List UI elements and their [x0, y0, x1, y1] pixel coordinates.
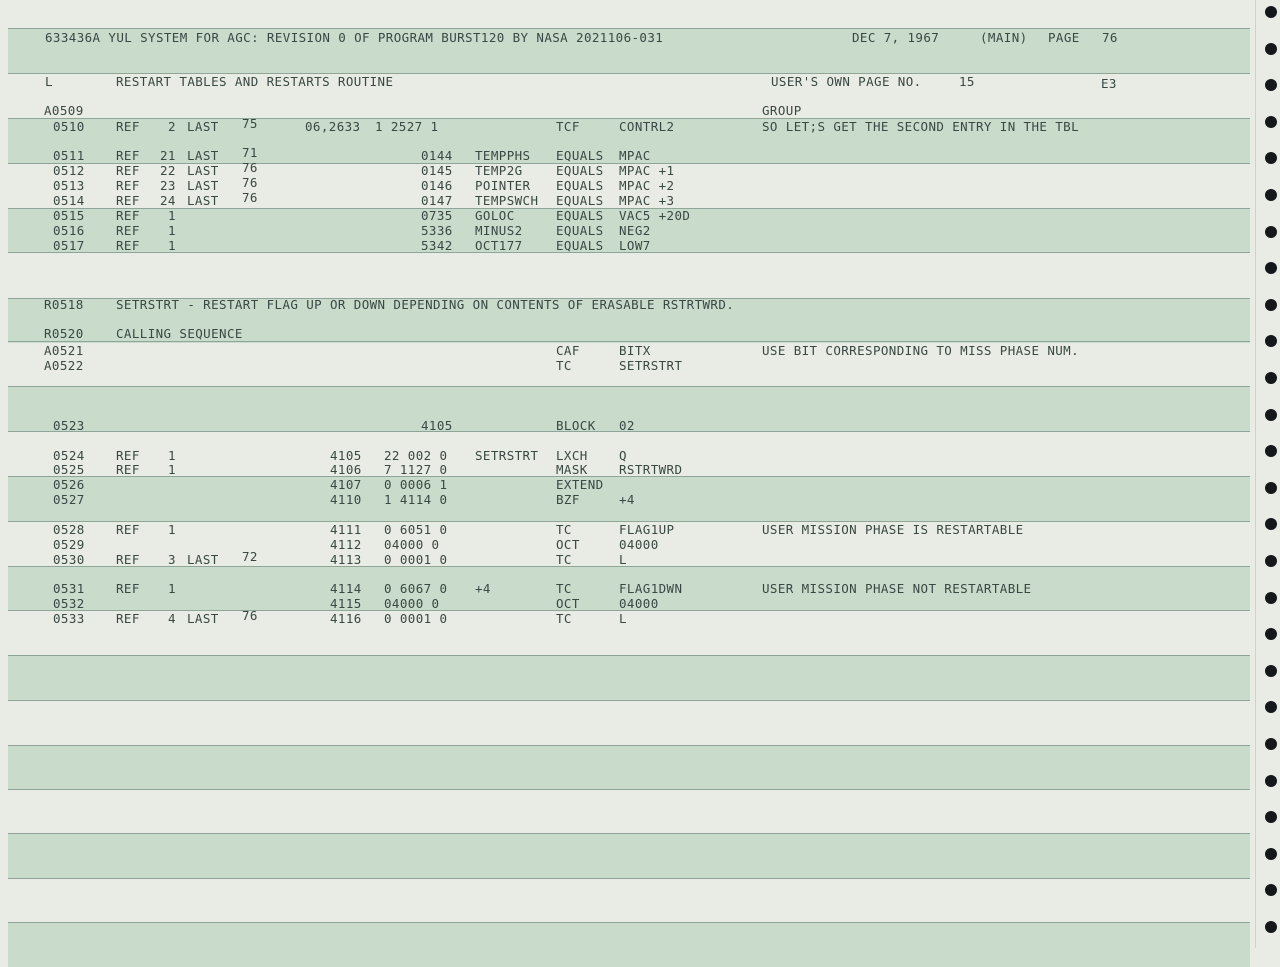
- opcode: TC: [556, 581, 572, 596]
- band-rule: [8, 386, 1250, 387]
- ref-count: 2: [168, 119, 176, 134]
- sprocket-hole: [1265, 262, 1277, 274]
- log-marker: L: [45, 74, 53, 89]
- operand: 02: [619, 418, 635, 433]
- green-bar-band: [8, 922, 1250, 967]
- opcode: TC: [556, 522, 572, 537]
- ref-marker: REF: [116, 208, 140, 223]
- line-number: 0513: [53, 178, 85, 193]
- opcode: TC: [556, 552, 572, 567]
- operand: BITX: [619, 343, 651, 358]
- operand: Q: [619, 448, 627, 463]
- ref-marker: REF: [116, 522, 140, 537]
- address: 06,2633: [305, 119, 361, 134]
- symbol-label: TEMP2G: [475, 163, 523, 178]
- opcode: EQUALS: [556, 193, 604, 208]
- symbol-label: MINUS2: [475, 223, 523, 238]
- line-number: 0529: [53, 537, 85, 552]
- ref-count: 1: [168, 448, 176, 463]
- symbol-label: OCT177: [475, 238, 523, 253]
- symbol-label: GOLOC: [475, 208, 515, 223]
- sprocket-hole: [1265, 701, 1277, 713]
- octal-word: 0 0001 0: [384, 611, 448, 626]
- operand: FLAG1DWN: [619, 581, 683, 596]
- sprocket-hole: [1265, 372, 1277, 384]
- sprocket-hole: [1265, 299, 1277, 311]
- log-section-title: RESTART TABLES AND RESTARTS ROUTINE: [116, 74, 394, 89]
- ref-page: 76: [242, 160, 258, 175]
- opcode: TCF: [556, 119, 580, 134]
- line-number: 0525: [53, 462, 85, 477]
- line-number: 0523: [53, 418, 85, 433]
- band-rule: [8, 878, 1250, 879]
- ref-last: LAST: [187, 119, 219, 134]
- opcode: TC: [556, 611, 572, 626]
- address: 4113: [330, 552, 362, 567]
- sprocket-hole: [1265, 628, 1277, 640]
- sprocket-hole: [1265, 152, 1277, 164]
- operand: VAC5 +20D: [619, 208, 691, 223]
- ref-marker: REF: [116, 611, 140, 626]
- opcode: TC: [556, 358, 572, 373]
- sprocket-hole: [1265, 592, 1277, 604]
- opcode: EQUALS: [556, 178, 604, 193]
- ref-marker: REF: [116, 163, 140, 178]
- ref-count: 3: [168, 552, 176, 567]
- ref-last: LAST: [187, 163, 219, 178]
- ref-page: 76: [242, 175, 258, 190]
- band-rule: [8, 922, 1250, 923]
- line-number: 0526: [53, 477, 85, 492]
- opcode: EQUALS: [556, 208, 604, 223]
- green-bar-band: [8, 655, 1250, 700]
- sprocket-hole: [1265, 738, 1277, 750]
- octal-word: 0 0006 1: [384, 477, 448, 492]
- address: 0147: [421, 193, 453, 208]
- ref-count: 22: [160, 163, 176, 178]
- octal-word: 0 6067 0: [384, 581, 448, 596]
- address: 4114: [330, 581, 362, 596]
- opcode: MASK: [556, 462, 588, 477]
- ref-count: 4: [168, 611, 176, 626]
- remark: USER MISSION PHASE NOT RESTARTABLE: [762, 581, 1032, 596]
- band-rule: [8, 833, 1250, 834]
- opcode: EQUALS: [556, 163, 604, 178]
- page-header-page-number: 76: [1102, 30, 1118, 45]
- sprocket-hole: [1265, 848, 1277, 860]
- line-number: 0511: [53, 148, 85, 163]
- octal-word: 7 1127 0: [384, 462, 448, 477]
- sprocket-hole: [1265, 43, 1277, 55]
- page-header-title: 633436A YUL SYSTEM FOR AGC: REVISION 0 OF PROGRAM BURST120 BY NASA 2021106-031: [45, 30, 664, 45]
- remark: USER MISSION PHASE IS RESTARTABLE: [762, 522, 1024, 537]
- symbol-label: POINTER: [475, 178, 531, 193]
- ref-marker: REF: [116, 238, 140, 253]
- ref-marker: REF: [116, 462, 140, 477]
- green-bar-band: [8, 745, 1250, 790]
- ref-last: LAST: [187, 552, 219, 567]
- opcode: CAF: [556, 343, 580, 358]
- opcode: LXCH: [556, 448, 588, 463]
- symbol-label: +4: [475, 581, 491, 596]
- operand: LOW7: [619, 238, 651, 253]
- ref-page: 71: [242, 145, 258, 160]
- sprocket-hole: [1265, 6, 1277, 18]
- line-number: A0521: [44, 343, 84, 358]
- operand: +4: [619, 492, 635, 507]
- band-rule: [8, 789, 1250, 790]
- sprocket-hole: [1265, 409, 1277, 421]
- tear-edge: [1255, 0, 1256, 948]
- line-number: A0509: [44, 103, 84, 118]
- listing-comment: CALLING SEQUENCE: [116, 326, 243, 341]
- address: 5336: [421, 223, 453, 238]
- sprocket-hole: [1265, 811, 1277, 823]
- sprocket-hole: [1265, 189, 1277, 201]
- octal-word: 0 0001 0: [384, 552, 448, 567]
- ref-marker: REF: [116, 552, 140, 567]
- sprocket-hole: [1265, 555, 1277, 567]
- address: 0145: [421, 163, 453, 178]
- sprocket-hole: [1265, 226, 1277, 238]
- address: 0146: [421, 178, 453, 193]
- octal-word: 0 6051 0: [384, 522, 448, 537]
- line-number: 0510: [53, 119, 85, 134]
- line-number: 0532: [53, 596, 85, 611]
- ref-count: 1: [168, 581, 176, 596]
- operand: FLAG1UP: [619, 522, 675, 537]
- ref-count: 23: [160, 178, 176, 193]
- ref-page: 76: [242, 608, 258, 623]
- line-number: R0520: [44, 326, 84, 341]
- sprocket-hole: [1265, 482, 1277, 494]
- ref-marker: REF: [116, 193, 140, 208]
- ref-count: 1: [168, 462, 176, 477]
- ref-page: 72: [242, 549, 258, 564]
- address: 4106: [330, 462, 362, 477]
- operand: SETRSTRT: [619, 358, 683, 373]
- opcode: EXTEND: [556, 477, 604, 492]
- ref-count: 21: [160, 148, 176, 163]
- band-rule: [8, 655, 1250, 656]
- operand: MPAC +2: [619, 178, 675, 193]
- opcode: BZF: [556, 492, 580, 507]
- page-header-section: (MAIN): [980, 30, 1028, 45]
- line-number: 0517: [53, 238, 85, 253]
- page-header-page-label: PAGE: [1048, 30, 1080, 45]
- octal-word: 1 4114 0: [384, 492, 448, 507]
- ref-page: 75: [242, 116, 258, 131]
- sprocket-hole: [1265, 775, 1277, 787]
- page-tag: E3: [1101, 76, 1117, 91]
- line-number: 0533: [53, 611, 85, 626]
- sprocket-hole: [1265, 116, 1277, 128]
- line-number: 0512: [53, 163, 85, 178]
- opcode: OCT: [556, 537, 580, 552]
- page-header-date: DEC 7, 1967: [852, 30, 940, 45]
- band-rule: [8, 28, 1250, 29]
- address: 4116: [330, 611, 362, 626]
- ref-marker: REF: [116, 148, 140, 163]
- ref-count: 1: [168, 223, 176, 238]
- band-rule: [8, 700, 1250, 701]
- octal-word: 22 002 0: [384, 448, 448, 463]
- ref-count: 1: [168, 208, 176, 223]
- line-number: 0527: [53, 492, 85, 507]
- operand: L: [619, 611, 627, 626]
- ref-marker: REF: [116, 223, 140, 238]
- opcode: EQUALS: [556, 238, 604, 253]
- symbol-label: SETRSTRT: [475, 448, 539, 463]
- octal-word: 1 2527 1: [375, 119, 439, 134]
- sprocket-hole: [1265, 518, 1277, 530]
- opcode: EQUALS: [556, 148, 604, 163]
- ref-marker: REF: [116, 581, 140, 596]
- operand: MPAC +3: [619, 193, 675, 208]
- address: 0735: [421, 208, 453, 223]
- ref-marker: REF: [116, 448, 140, 463]
- operand: CONTRL2: [619, 119, 675, 134]
- sprocket-hole: [1265, 921, 1277, 933]
- users-page-label: USER'S OWN PAGE NO.: [771, 74, 922, 89]
- octal-word: 04000 0: [384, 596, 440, 611]
- operand: MPAC: [619, 148, 651, 163]
- remark: GROUP: [762, 103, 802, 118]
- ref-last: LAST: [187, 178, 219, 193]
- opcode: EQUALS: [556, 223, 604, 238]
- sprocket-hole: [1265, 884, 1277, 896]
- ref-last: LAST: [187, 193, 219, 208]
- address: 4115: [330, 596, 362, 611]
- address: 4112: [330, 537, 362, 552]
- address: 4111: [330, 522, 362, 537]
- ref-marker: REF: [116, 178, 140, 193]
- ref-count: 1: [168, 522, 176, 537]
- sprocket-hole: [1265, 335, 1277, 347]
- remark: USE BIT CORRESPONDING TO MISS PHASE NUM.: [762, 343, 1080, 358]
- line-number: 0530: [53, 552, 85, 567]
- address: 5342: [421, 238, 453, 253]
- operand: 04000: [619, 537, 659, 552]
- operand: NEG2: [619, 223, 651, 238]
- operand: RSTRTWRD: [619, 462, 683, 477]
- line-number: 0531: [53, 581, 85, 596]
- address: 4105: [330, 448, 362, 463]
- line-number: 0515: [53, 208, 85, 223]
- address: 4105: [421, 418, 453, 433]
- sprocket-hole: [1265, 445, 1277, 457]
- sprocket-hole: [1265, 79, 1277, 91]
- line-number: 0528: [53, 522, 85, 537]
- ref-marker: REF: [116, 119, 140, 134]
- ref-last: LAST: [187, 611, 219, 626]
- symbol-label: TEMPSWCH: [475, 193, 539, 208]
- address: 4107: [330, 477, 362, 492]
- sprocket-hole: [1265, 665, 1277, 677]
- ref-last: LAST: [187, 148, 219, 163]
- symbol-label: TEMPPHS: [475, 148, 531, 163]
- green-bar-band: [8, 833, 1250, 878]
- ref-page: 76: [242, 190, 258, 205]
- ref-count: 24: [160, 193, 176, 208]
- octal-word: 04000 0: [384, 537, 440, 552]
- opcode: OCT: [556, 596, 580, 611]
- line-number: 0524: [53, 448, 85, 463]
- band-rule: [8, 745, 1250, 746]
- listing-comment: SETRSTRT - RESTART FLAG UP OR DOWN DEPENDING ON CONTENTS OF ERASABLE RSTRTWRD.: [116, 297, 735, 312]
- opcode: BLOCK: [556, 418, 596, 433]
- users-page-number: 15: [959, 74, 975, 89]
- band-rule: [8, 341, 1250, 342]
- line-number: 0516: [53, 223, 85, 238]
- remark: SO LET;S GET THE SECOND ENTRY IN THE TBL: [762, 119, 1080, 134]
- operand: L: [619, 552, 627, 567]
- line-number: 0514: [53, 193, 85, 208]
- ref-count: 1: [168, 238, 176, 253]
- operand: MPAC +1: [619, 163, 675, 178]
- line-number: R0518: [44, 297, 84, 312]
- operand: 04000: [619, 596, 659, 611]
- address: 4110: [330, 492, 362, 507]
- address: 0144: [421, 148, 453, 163]
- line-number: A0522: [44, 358, 84, 373]
